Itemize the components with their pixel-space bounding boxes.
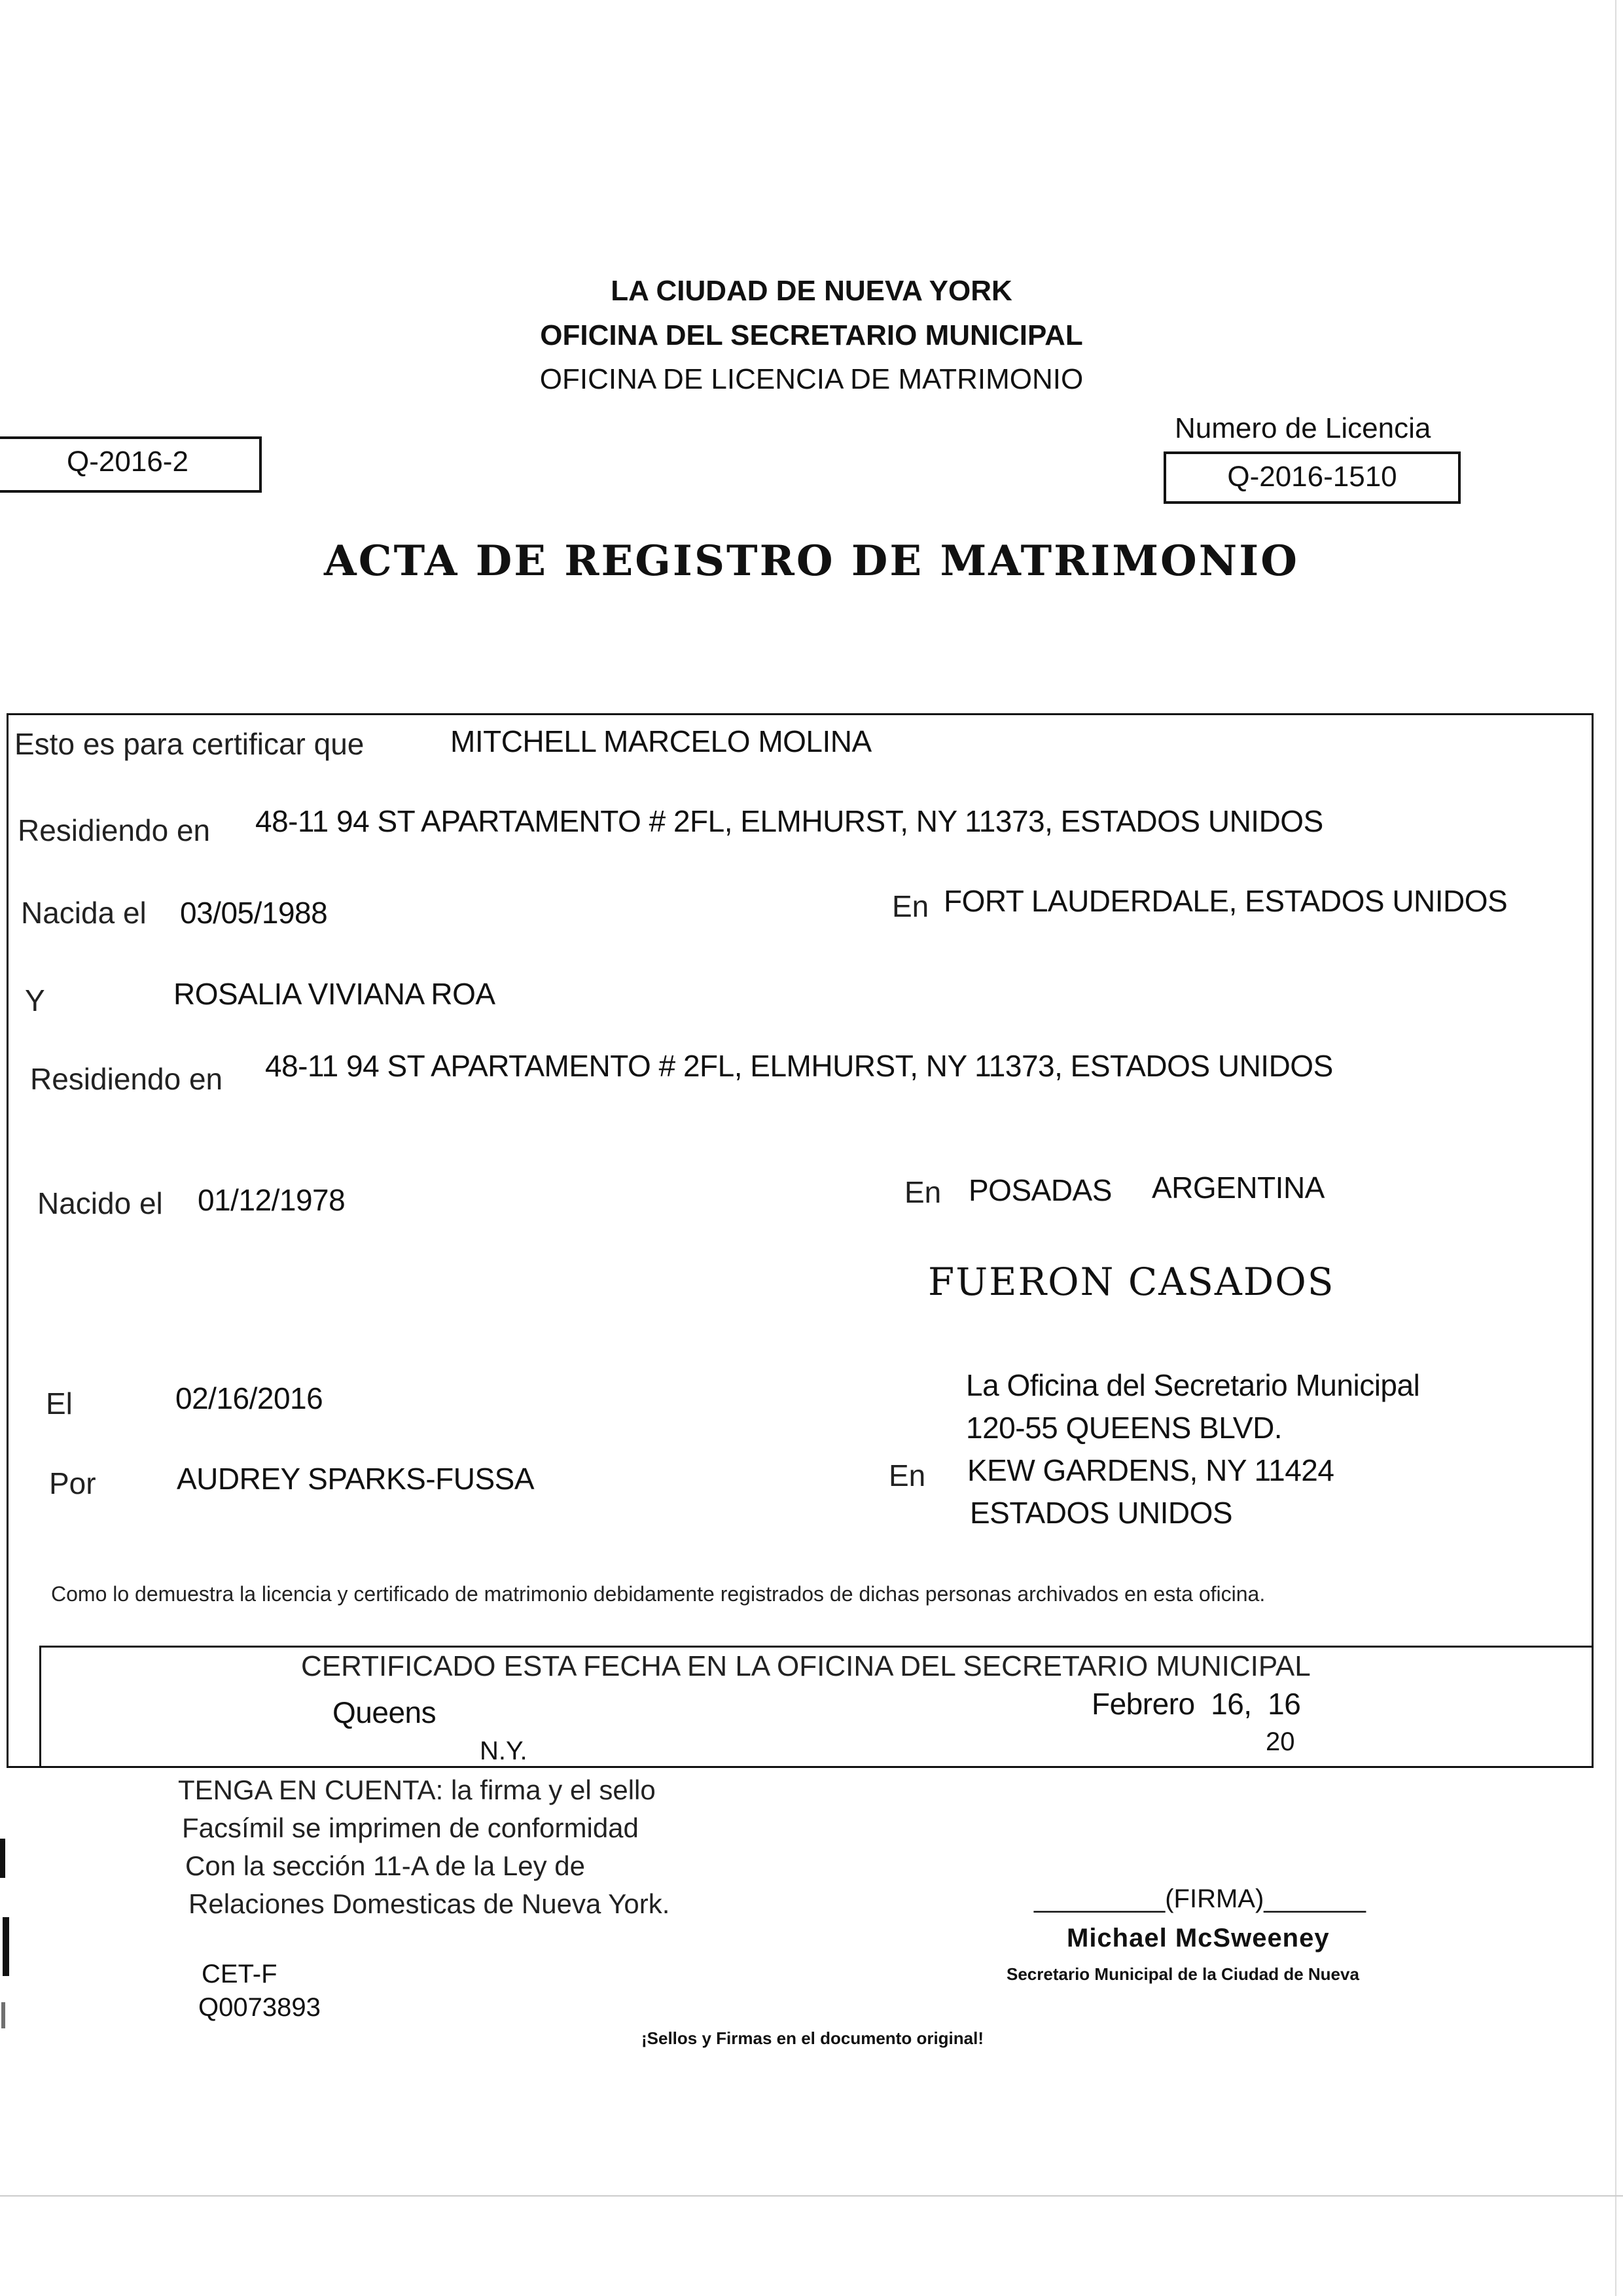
license-number-box <box>1164 451 1461 504</box>
form-code: CET-F <box>202 1960 277 1988</box>
record-frame <box>7 713 1594 1768</box>
signer-name: Michael McSweeney <box>1067 1924 1330 1952</box>
and-label: Y <box>25 983 45 1017</box>
certified-borough: Queens <box>332 1695 437 1729</box>
notice-line1: TENGA EN CUENTA: la firma y el sello <box>178 1775 656 1805</box>
birthplace-label-2: En <box>904 1175 942 1209</box>
left-code-box <box>0 436 262 493</box>
ceremony-place-line4: ESTADOS UNIDOS <box>970 1496 1233 1530</box>
birthplace-label-1: En <box>892 889 929 923</box>
officiant-name: AUDREY SPARKS-FUSSA <box>177 1462 535 1496</box>
residence-label-2: Residiendo en <box>30 1062 223 1096</box>
spouse2-name: ROSALIA VIVIANA ROA <box>173 977 495 1011</box>
license-label: Numero de Licencia <box>1175 412 1431 444</box>
ceremony-place-line1: La Oficina del Secretario Municipal <box>966 1368 1420 1402</box>
license-number: Q-2016-1510 <box>1227 461 1397 493</box>
certified-divider <box>39 1646 1594 1648</box>
certified-state: N.Y. <box>480 1737 527 1765</box>
ceremony-place-line2: 120-55 QUEENS BLVD. <box>966 1411 1283 1445</box>
certified-year-prefix: 20 <box>1266 1727 1295 1756</box>
spouse2-residence: 48-11 94 ST APARTAMENTO # 2FL, ELMHURST, NY 11373, ESTADOS UNIDOS <box>265 1049 1333 1083</box>
header-city: LA CIUDAD DE NUEVA YORK <box>611 275 1012 307</box>
notice-line2: Facsímil se imprimen de conformidad <box>182 1812 639 1843</box>
spouse1-birthplace: FORT LAUDERDALE, ESTADOS UNIDOS <box>944 884 1508 918</box>
ceremony-date-label: El <box>46 1386 73 1421</box>
evidence-statement: Como lo demuestra la licencia y certificado de matrimonio debidamente registrados de dichas personas archivados en esta oficina. <box>51 1582 1266 1606</box>
spouse1-residence: 48-11 94 ST APARTAMENTO # 2FL, ELMHURST, NY 11373, ESTADOS UNIDOS <box>255 804 1323 838</box>
ceremony-place-line3: KEW GARDENS, NY 11424 <box>967 1453 1334 1487</box>
certified-left-rule <box>39 1646 41 1768</box>
serial-number: Q0073893 <box>198 1993 321 2022</box>
spouse1-name: MITCHELL MARCELO MOLINA <box>450 724 872 758</box>
original-document-note: ¡Sellos y Firmas en el documento original! <box>641 2028 984 2048</box>
left-code: Q-2016-2 <box>67 446 188 478</box>
born-label-2: Nacido el <box>37 1186 163 1220</box>
signer-title: Secretario Municipal de la Ciudad de Nueva <box>1007 1964 1359 1984</box>
certified-date: Febrero 16, 16 <box>1092 1687 1301 1721</box>
ceremony-place-label: En <box>889 1458 926 1492</box>
notice-line4: Relaciones Domesticas de Nueva York. <box>188 1888 670 1919</box>
married-statement: FUERON CASADOS <box>928 1260 1335 1304</box>
document-title: ACTA DE REGISTRO DE MATRIMONIO <box>324 537 1299 586</box>
spouse2-birth-date: 01/12/1978 <box>198 1183 346 1217</box>
ceremony-date: 02/16/2016 <box>175 1381 323 1415</box>
scan-mark <box>1 2002 5 2028</box>
header-license-office: OFICINA DE LICENCIA DE MATRIMONIO <box>539 363 1084 395</box>
spouse2-birth-country: ARGENTINA <box>1152 1171 1325 1205</box>
born-label-1: Nacida el <box>21 896 147 930</box>
certify-label: Esto es para certificar que <box>14 727 365 761</box>
officiant-label: Por <box>49 1466 96 1500</box>
spouse2-birth-city: POSADAS <box>969 1173 1112 1207</box>
spouse1-birth-date: 03/05/1988 <box>180 896 328 930</box>
certified-heading: CERTIFICADO ESTA FECHA EN LA OFICINA DEL SECRETARIO MUNICIPAL <box>301 1650 1311 1682</box>
signature-line: _________(FIRMA)_______ <box>1034 1884 1366 1913</box>
scan-edge-bottom <box>0 2195 1623 2197</box>
residence-label-1: Residiendo en <box>18 813 211 847</box>
scan-mark <box>0 1839 5 1878</box>
scan-mark <box>3 1917 9 1976</box>
notice-line3: Con la sección 11-A de la Ley de <box>185 1850 585 1881</box>
header-office: OFICINA DEL SECRETARIO MUNICIPAL <box>540 319 1083 351</box>
